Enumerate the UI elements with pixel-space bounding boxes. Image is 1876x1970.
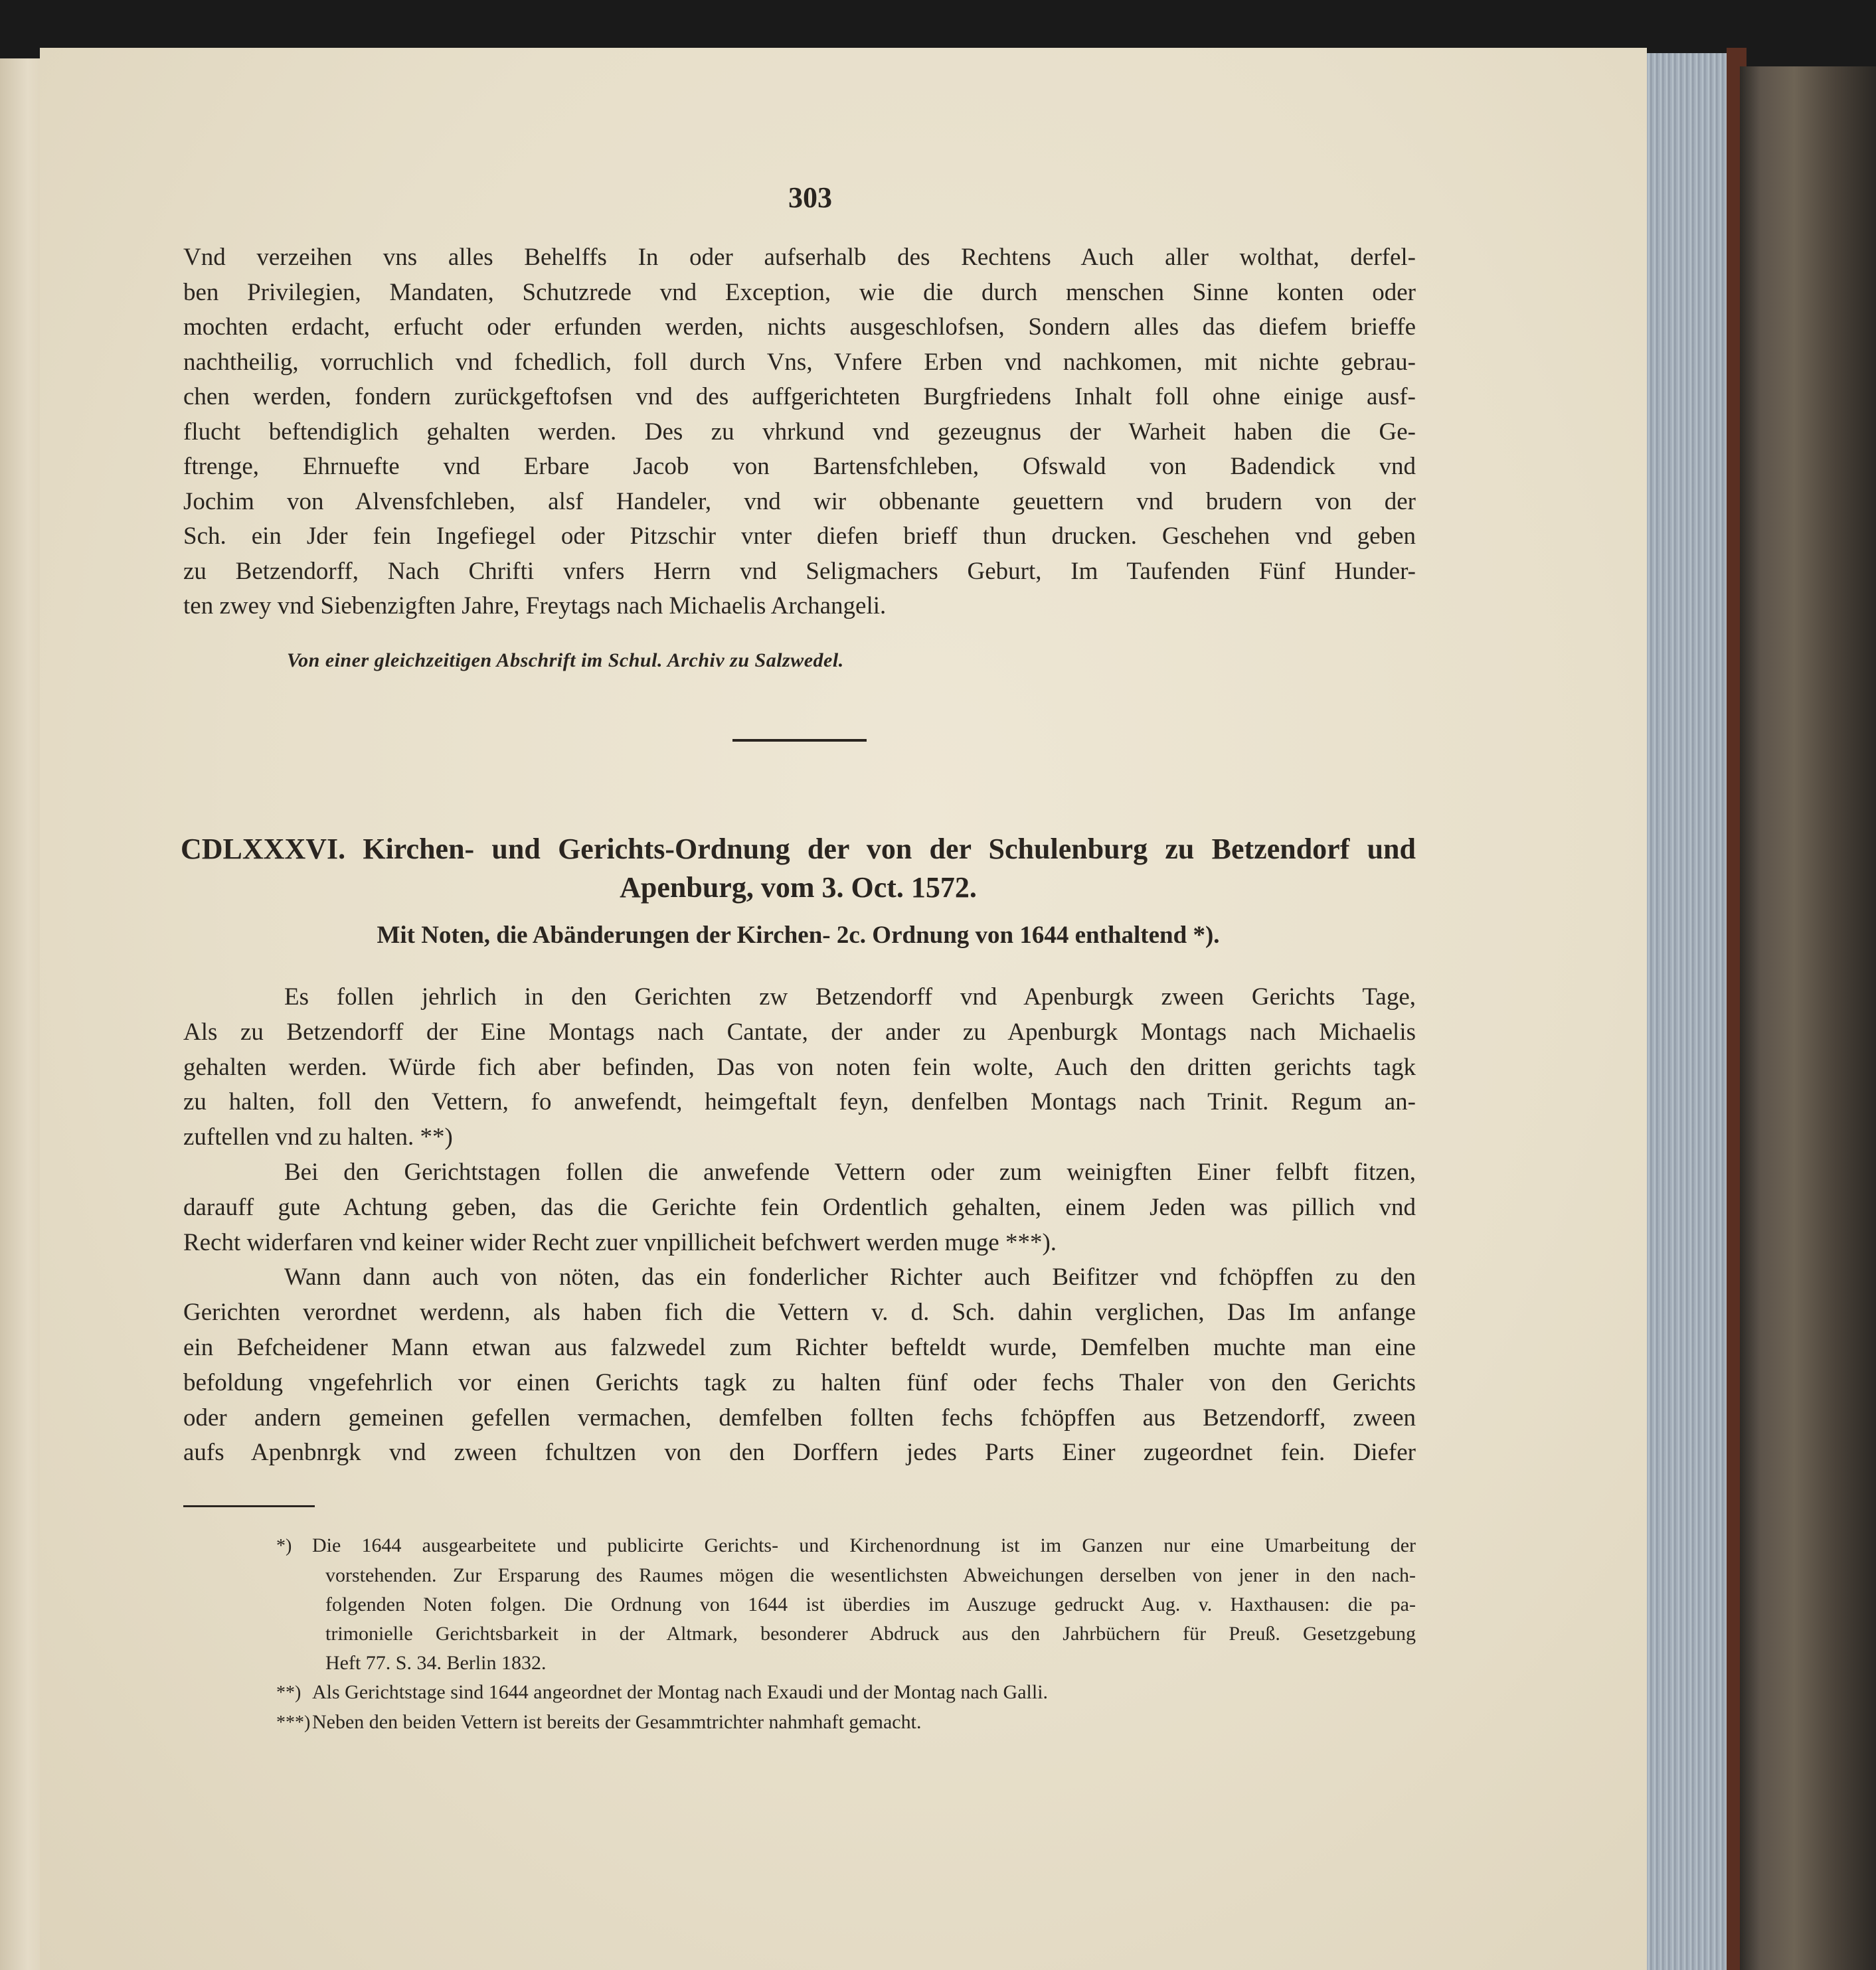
book-cover <box>1740 66 1876 1970</box>
text-line: ben Privilegien, Mandaten, Schutzrede vnd Exception, wie die durch menschen Sinne konten oder <box>183 278 1416 306</box>
title-line: Apenburg, vom 3. Oct. 1572. <box>620 871 977 904</box>
footnote-marker: **) <box>276 1683 301 1703</box>
charter-text <box>183 240 1416 624</box>
footnote-line: folgenden Noten folgen. Die Ordnung von 1644 ist überdies im Auszuge gedruckt Aug. v. Haxthausen: die pa- <box>325 1594 1416 1615</box>
footnote-rule <box>183 1505 315 1507</box>
footnote-text: Als Gerichtstage sind 1644 angeordnet der Montag nach Exaudi und der Montag nach Galli. <box>312 1681 1049 1703</box>
footnote-line: trimonielle Gerichtsbarkeit in der Altmark, besonderer Abdruck aus den Jahrbüchern für Preuß. Gesetzgebung <box>325 1623 1416 1645</box>
source-note: Von einer gleichzeitigen Abschrift im Schul. Archiv zu Salzwedel. <box>287 649 844 671</box>
text-line: oder andern gemeinen gefellen vermachen, demfelben follten fechs fchöpffen aus Betzendorff, zween <box>183 1404 1416 1432</box>
document-title <box>181 830 1416 907</box>
footnote-text: Die 1644 ausgearbeitete und publicirte Gerichts- und Kirchenordnung ist im Ganzen nur eine Umarbeitung der <box>312 1534 1416 1556</box>
text-line: ein Befcheidener Mann etwan aus falzwedel zum Richter befteldt wurde, Demfelben muchte man eine <box>183 1333 1416 1361</box>
text-line: flucht beftendiglich gehalten werden. Des zu vhrkund vnd gezeugnus der Warheit haben die Ge- <box>183 418 1416 446</box>
footnote-text: Neben den beiden Vettern ist bereits der Gesammtrichter nahmhaft gemacht. <box>312 1711 922 1733</box>
text-line: Wann dann auch von nöten, das ein fonderlicher Richter auch Beifitzer vnd fchöpffen zu den <box>284 1264 1416 1291</box>
footnote-line: vorstehenden. Zur Ersparung des Raumes mögen die wesentlichsten Abweichungen derselben von jener in den nach- <box>325 1564 1416 1586</box>
text-line: zu Betzendorff, Nach Chrifti vnfers Herrn vnd Seligmachers Geburt, Im Taufenden Fünf Hunder- <box>183 557 1416 585</box>
text-line: Bei den Gerichtstagen follen die anwefende Vettern oder zum weinigften Einer felbft fitzen, <box>284 1158 1416 1186</box>
text-line: Es follen jehrlich in den Gerichten zw Betzendorff vnd Apenburgk zween Gerichts Tage, <box>284 983 1416 1011</box>
footnote-2 <box>276 1678 1416 1708</box>
section-divider <box>732 739 867 742</box>
ordinance-text <box>183 980 1416 1471</box>
text-line: ten zwey vnd Siebenzigften Jahre, Freytags nach Michaelis Archangeli. <box>183 592 887 619</box>
footnote-1 <box>276 1531 1416 1561</box>
text-line: nachtheilig, vorruchlich vnd fchedlich, foll durch Vns, Vnfere Erben vnd nachkomen, mit nichte gebrau- <box>183 348 1416 376</box>
document-subtitle: Mit Noten, die Abänderungen der Kirchen- 2c. Ordnung von 1644 enthaltend *). <box>377 922 1220 949</box>
footnote-line: Heft 77. S. 34. Berlin 1832. <box>325 1652 547 1674</box>
page-number: 303 <box>788 181 832 214</box>
text-line: zuftellen vnd zu halten. **) <box>183 1123 453 1151</box>
text-line: chen werden, fondern zurückgeftofsen vnd des auffgerichteten Burgfriedens Inhalt foll ohne einige ausf- <box>183 383 1416 410</box>
footnote-3 <box>276 1708 1416 1738</box>
footnote-marker: ***) <box>276 1712 311 1733</box>
text-line: gehalten werden. Würde fich aber befinden, Das von noten fein wolte, Auch den dritten gerichts tagk <box>183 1053 1416 1081</box>
text-line: darauff gute Achtung geben, das die Gerichte fein Ordentlich gehalten, einem Jeden was pillich vnd <box>183 1193 1416 1221</box>
text-line: aufs Apenbnrgk vnd zween fchultzen von den Dorffern jedes Parts Einer zugeordnet fein. Diefer <box>183 1439 1416 1467</box>
text-line: zu halten, foll den Vettern, fo anwefendt, heimgeftalt feyn, denfelben Montags nach Trinit. Regum an- <box>183 1088 1416 1116</box>
text-line: Recht widerfaren vnd keiner wider Recht zuer vnpillicheit befchwert werden muge ***). <box>183 1228 1057 1256</box>
text-line: Als zu Betzendorff der Eine Montags nach Cantate, der ander zu Apenburgk Montags nach Michaelis <box>183 1018 1416 1046</box>
text-line: Jochim von Alvensfchleben, alsf Handeler, vnd wir obbenante geuettern vnd brudern von der <box>183 487 1416 515</box>
title-line: CDLXXXVI. Kirchen- und Gerichts-Ordnung der von der Schulenburg zu Betzendorf und <box>181 833 1416 865</box>
text-line: Sch. ein Jder fein Ingefiegel oder Pitzschir vnter diefen brieff thun drucken. Geschehen vnd geben <box>183 523 1416 550</box>
text-line: mochten erdacht, erfucht oder erfunden werden, nichts ausgeschlofsen, Sondern alles das diefem brieffe <box>183 313 1416 341</box>
page-block-edges <box>1647 53 1740 1970</box>
footnotes <box>276 1531 1416 1738</box>
text-line: ftrenge, Ehrnuefte vnd Erbare Jacob von Bartensfchleben, Ofswald von Badendick vnd <box>183 453 1416 480</box>
text-line: Gerichten verordnet werdenn, als haben fich die Vettern v. d. Sch. dahin verglichen, Das Im anfange <box>183 1299 1416 1327</box>
text-line: Vnd verzeihen vns alles Behelffs In oder aufserhalb des Rechtens Auch aller wolthat, derfel- <box>183 244 1416 271</box>
footnote-marker: *) <box>276 1536 292 1556</box>
text-line: befoldung vngefehrlich vor einen Gerichts tagk zu halten fünf oder fechs Thaler von den Gerichts <box>183 1368 1416 1396</box>
